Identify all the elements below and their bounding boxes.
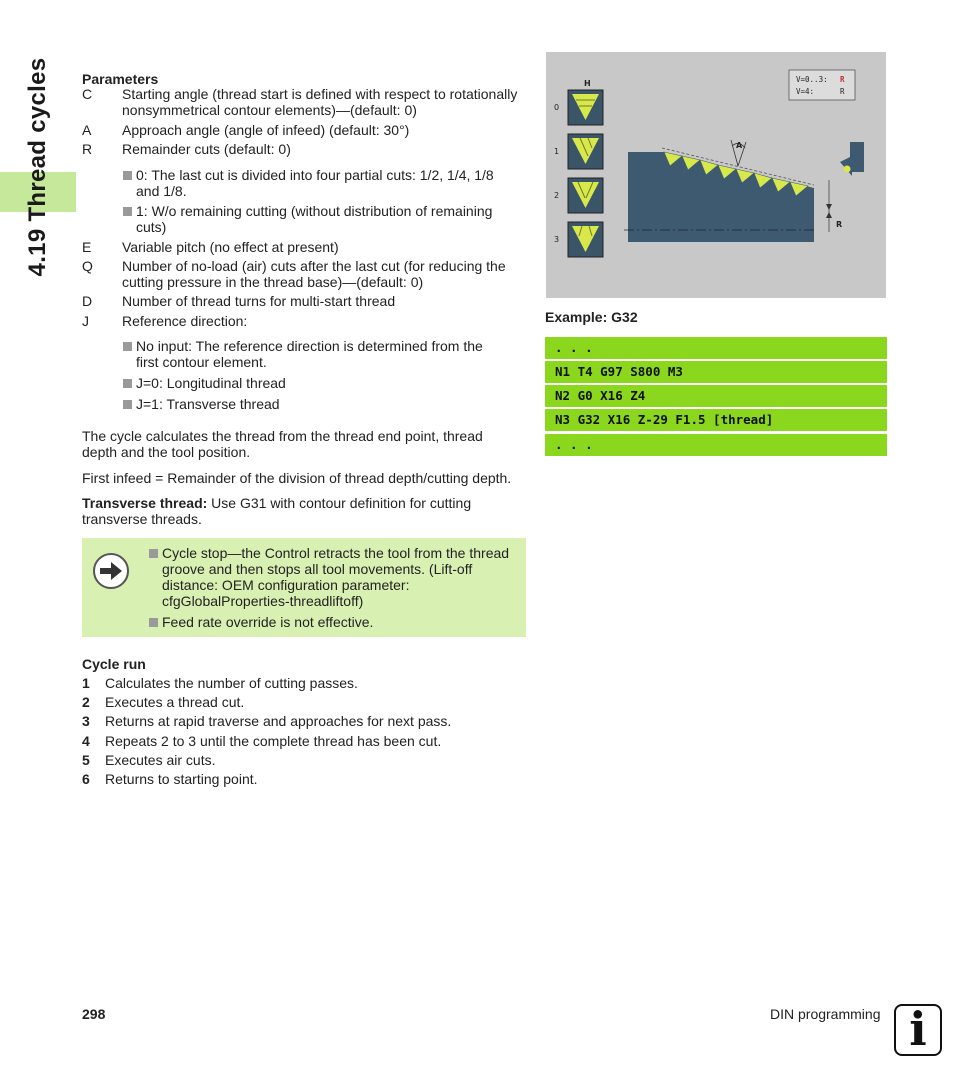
infeed-variant-2-icon [568,178,603,213]
param-key-e: E [82,239,92,255]
step-number: 6 [82,771,90,787]
bullet-square-icon [123,171,132,180]
param-key-j: J [82,313,89,329]
arrow-right-icon [92,552,130,590]
note-bullet-1: Feed rate override is not effective. [149,614,521,630]
bullet-square-icon [123,400,132,409]
code-line: N1 T4 G97 S800 M3 [545,361,887,383]
transverse-thread-label: Transverse thread: [82,495,208,511]
legend-line-1: V=0..3: [796,75,828,84]
step-text: Executes air cuts. [105,752,216,768]
bullet-square-icon [123,379,132,388]
bullet-square-icon [123,207,132,216]
row-label: 0 [554,103,560,112]
legend-r-1: R [840,75,845,84]
step-number: 5 [82,752,90,768]
param-text-a: Approach angle (angle of infeed) (default: 30°) [122,122,410,138]
step-text: Repeats 2 to 3 until the complete thread has been cut. [105,733,442,749]
param-text-c: Starting angle (thread start is defined with respect to rotationally nonsymmetrical contour elements)—(default: 0) [122,86,518,118]
transverse-thread-paragraph [82,495,512,527]
param-key-a: A [82,122,92,138]
thread-calculation-paragraph: The cycle calculates the thread from the thread end point, thread depth and the tool position. [82,428,483,460]
code-line: . . . [545,337,887,359]
info-letter: i [909,1002,927,1056]
thread-cycle-figure [546,52,886,298]
page-number: 298 [82,1006,106,1022]
step-text: Returns to starting point. [105,771,258,787]
note-bullet-0: Cycle stop—the Control retracts the tool from the thread groove and then stops all tool movements. (Lift-off distance: OEM configuration parameter: cfgGlobalProperties-threadliftoff) [149,545,521,609]
r-option-0: 0: The last cut is divided into four partial cuts: 1/2, 1/4, 1/8 and 1/8. [123,167,513,199]
step-number: 4 [82,733,90,749]
info-icon [894,1004,942,1056]
code-line: N2 G0 X16 Z4 [545,385,887,407]
legend-r-2: R [840,87,845,96]
r-option-1: 1: W/o remaining cutting (without distribution of remaining cuts) [123,203,523,235]
step-number: 1 [82,675,90,691]
j-option-2: J=1: Transverse thread [123,396,523,412]
parameters-heading: Parameters [82,71,159,87]
h-label: H [584,79,591,88]
step-number: 3 [82,713,90,729]
code-line: N3 G32 X16 Z-29 F1.5 [thread] [545,409,887,431]
angle-a-label: A [736,141,743,150]
param-key-d: D [82,293,93,309]
row-label: 3 [554,235,560,244]
param-text-q: Number of no-load (air) cuts after the last cut (for reducing the cutting pressure in the thread base)—(default: 0) [122,258,506,290]
j-option-0: No input: The reference direction is determined from the first contour element. [123,338,508,370]
first-infeed-paragraph: First infeed = Remainder of the division of thread depth/cutting depth. [82,470,512,486]
code-line: . . . [545,434,887,456]
section-title: 4.19 Thread cycles [24,57,51,277]
bullet-square-icon [149,618,158,627]
param-text-d: Number of thread turns for multi-start thread [122,293,396,309]
param-text-e: Variable pitch (no effect at present) [122,239,339,255]
bullet-square-icon [149,549,158,558]
infeed-variant-3-icon [568,222,603,257]
note-box [82,538,526,637]
param-text-r: Remainder cuts (default: 0) [122,141,291,157]
row-label: 1 [554,147,560,156]
example-heading: Example: G32 [545,309,638,325]
chapter-name: DIN programming [770,1006,881,1022]
param-key-c: C [82,86,93,102]
row-label: 2 [554,191,560,200]
infeed-variant-0-icon [568,90,603,125]
j-option-1: J=0: Longitudinal thread [123,375,523,391]
param-text-j: Reference direction: [122,313,248,329]
step-text: Executes a thread cut. [105,694,245,710]
cycle-run-heading: Cycle run [82,656,146,672]
legend-line-2: V=4: [796,87,815,96]
infeed-variant-1-icon [568,134,603,169]
param-key-r: R [82,141,93,157]
step-number: 2 [82,694,90,710]
param-key-q: Q [82,258,93,274]
r-label: R [836,220,843,229]
step-text: Returns at rapid traverse and approaches for next pass. [105,713,452,729]
step-text: Calculates the number of cutting passes. [105,675,358,691]
transverse-thread-text: Use G31 with contour definition for cutting transverse threads. [82,495,472,527]
bullet-square-icon [123,342,132,351]
